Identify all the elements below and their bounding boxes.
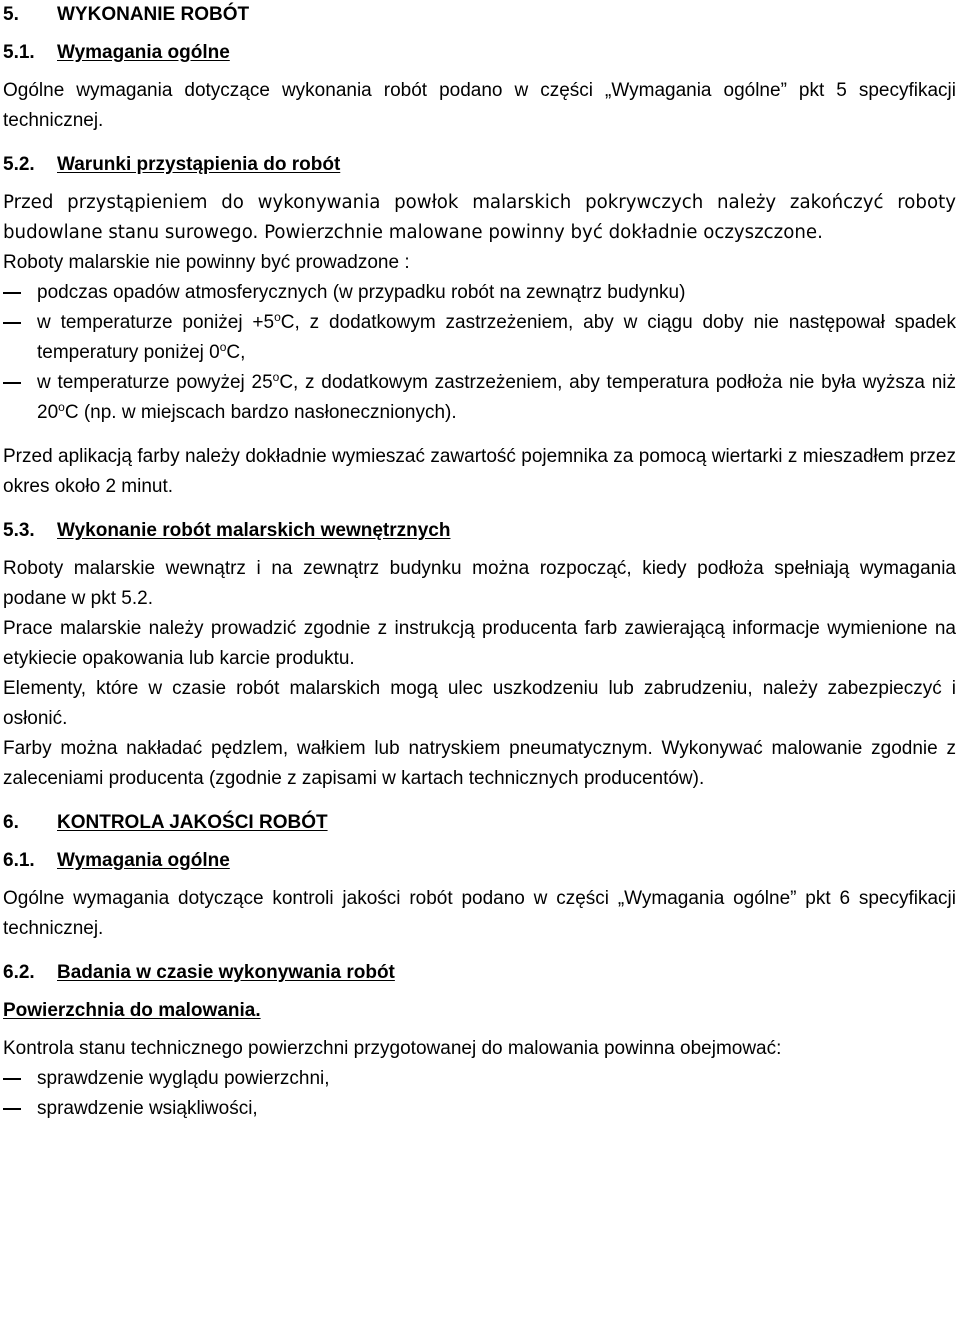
- degree-superscript: o: [272, 370, 280, 384]
- conditions-list: [3, 278, 956, 428]
- section-number: 5.1.: [3, 42, 35, 63]
- list-item-text: w temperaturze powyżej 25$^o$C, z dodatkowym zastrzeżeniem, aby temperatura podłoża nie była wyższa niż 20$^o$C (np. w miejscach bardzo nasłonecznionych).: [37, 370, 956, 423]
- degree-superscript: o: [274, 310, 281, 324]
- dash-bullet: [3, 382, 21, 384]
- section-title: Wymagania ogólne: [57, 850, 230, 871]
- section-5-heading: [3, 0, 956, 30]
- list-item: [3, 278, 956, 308]
- document-page: [3, 0, 956, 1124]
- section-5-1-paragraph: Ogólne wymagania dotyczące wykonania robót podano w części „Wymagania ogólne” pkt 5 specyfikacji technicznej.: [3, 80, 956, 131]
- list-item: [3, 1064, 956, 1094]
- section-5-3-paragraph-1: Roboty malarskie wewnątrz i na zewnątrz budynku można rozpocząć, kiedy podłoża spełniają wymagania podane w pkt 5.2.: [3, 558, 956, 609]
- list-item: [3, 368, 956, 428]
- list-item-text: podczas opadów atmosferycznych (w przypadku robót na zewnątrz budynku): [37, 282, 686, 303]
- section-title: WYKONANIE ROBÓT: [57, 4, 250, 25]
- section-5-2-heading: [3, 150, 956, 180]
- list-item: [3, 1094, 956, 1124]
- list-item-text: sprawdzenie wsiąkliwości,: [37, 1098, 258, 1119]
- dash-bullet: [3, 292, 21, 294]
- section-5-3-paragraph-4: Farby można nakładać pędzlem, wałkiem lub natryskiem pneumatycznym. Wykonywać malowanie zgodnie z zaleceniami producenta (zgodnie z zapisami w kartach technicznych producentów).: [3, 738, 956, 789]
- section-title: Warunki przystąpienia do robót: [57, 154, 341, 175]
- degree-superscript: o: [219, 340, 227, 354]
- section-number: 5.: [3, 4, 19, 25]
- section-title: Wykonanie robót malarskich wewnętrznych: [57, 520, 451, 541]
- section-5-3-paragraph-2: Prace malarskie należy prowadzić zgodnie z instrukcją producenta farb zawierającą informacje wymienione na etykiecie opakowania lub karcie produktu.: [3, 618, 956, 669]
- section-5-2-list-intro: Roboty malarskie nie powinny być prowadzone :: [3, 252, 410, 273]
- dash-bullet: [3, 322, 21, 324]
- section-title: Wymagania ogólne: [57, 42, 230, 63]
- subsection-title: Powierzchnia do malowania.: [3, 1000, 261, 1021]
- section-title: Badania w czasie wykonywania robót: [57, 962, 395, 983]
- degree-superscript: o: [58, 400, 65, 414]
- section-number: 6.1.: [3, 850, 35, 871]
- section-6-1-heading: [3, 846, 956, 876]
- dash-bullet: [3, 1108, 21, 1110]
- section-5-1-heading: [3, 38, 956, 68]
- section-number: 5.2.: [3, 154, 35, 175]
- section-6-1-paragraph: Ogólne wymagania dotyczące kontroli jakości robót podano w części „Wymagania ogólne” pkt 6 specyfikacji technicznej.: [3, 888, 956, 939]
- section-number: 6.2.: [3, 962, 35, 983]
- section-5-2-paragraph: Przed przystąpieniem do wykonywania powłok malarskich pokrywczych należy zakończyć roboty budowlane stanu surowego. Powierzchnie malowane powinny być dokładnie oczyszczone.: [3, 192, 956, 243]
- list-item-text: w temperaturze poniżej $+5^oC$, z dodatkowym zastrzeżeniem, aby w ciągu doby nie następował spadek temperatury poniżej 0$^o$C,: [37, 310, 956, 363]
- section-6-2-heading: [3, 958, 956, 988]
- list-item-text: sprawdzenie wyglądu powierzchni,: [37, 1068, 330, 1089]
- section-number: 5.3.: [3, 520, 35, 541]
- section-title: KONTROLA JAKOŚCI ROBÓT: [57, 812, 328, 833]
- list-item: [3, 308, 956, 368]
- section-6-heading: [3, 808, 956, 838]
- section-5-3-heading: [3, 516, 956, 546]
- dash-bullet: [3, 1078, 21, 1080]
- section-5-3-paragraph-3: Elementy, które w czasie robót malarskich mogą ulec uszkodzeniu lub zabrudzeniu, należy zabezpieczyć i osłonić.: [3, 678, 956, 729]
- section-number: 6.: [3, 812, 19, 833]
- inspection-list: [3, 1064, 956, 1124]
- section-6-2-paragraph: Kontrola stanu technicznego powierzchni przygotowanej do malowania powinna obejmować:: [3, 1038, 782, 1059]
- section-5-2-paragraph-2: Przed aplikacją farby należy dokładnie wymieszać zawartość pojemnika za pomocą wiertarki z mieszadłem przez okres około 2 minut.: [3, 446, 956, 497]
